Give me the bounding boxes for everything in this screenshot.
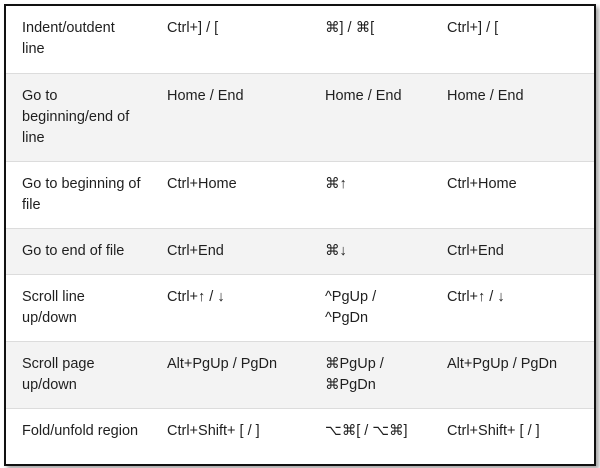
linux-shortcut-cell: Ctrl+Shift+ [ / ]	[447, 422, 540, 439]
linux-shortcut-cell: Ctrl+Home	[432, 161, 594, 228]
action-cell: Go to beginning of file	[6, 161, 151, 228]
table-row	[6, 341, 594, 408]
mac-shortcut-cell: ^PgUp / ^PgDn	[310, 274, 432, 341]
mac-shortcut-cell: ⌥⌘[ / ⌥⌘]	[325, 422, 408, 439]
windows-shortcut-cell: Ctrl+] / [	[151, 6, 310, 73]
windows-shortcut-cell: Home / End	[151, 73, 310, 161]
linux-shortcut-cell: Ctrl+↑ / ↓	[432, 274, 594, 341]
table-row	[6, 73, 594, 161]
windows-shortcut-cell: Ctrl+End	[151, 228, 310, 274]
shortcut-table-frame	[4, 4, 596, 466]
table-row	[6, 228, 594, 274]
windows-shortcut-cell: Ctrl+Home	[151, 161, 310, 228]
linux-shortcut-cell: Home / End	[432, 73, 594, 161]
windows-shortcut-cell: Alt+PgUp / PgDn	[151, 341, 310, 408]
mac-shortcut-cell: ⌘↑	[310, 161, 432, 228]
windows-shortcut-cell: Ctrl+Shift+ [ / ]	[167, 422, 260, 439]
windows-shortcut-cell: Ctrl+↑ / ↓	[151, 274, 310, 341]
mac-shortcut-cell: Home / End	[310, 73, 432, 161]
mac-shortcut-cell: ⌘↓	[310, 228, 432, 274]
action-cell: Fold/unfold region	[22, 422, 139, 439]
linux-shortcut-cell: Ctrl+] / [	[432, 6, 594, 73]
linux-shortcut-cell: Alt+PgUp / PgDn	[432, 341, 594, 408]
action-cell: Go to end of file	[6, 228, 151, 274]
mac-shortcut-cell: ⌘] / ⌘[	[310, 6, 432, 73]
table-row	[6, 274, 594, 341]
action-cell: Scroll page up/down	[6, 341, 151, 408]
mac-shortcut-cell: ⌘PgUp /⌘PgDn	[310, 341, 432, 408]
table-row	[6, 408, 594, 460]
action-cell: Indent/outdent line	[6, 6, 151, 73]
linux-shortcut-cell: Ctrl+End	[432, 228, 594, 274]
action-cell: Go to beginning/end of line	[6, 73, 151, 161]
action-cell: Scroll line up/down	[6, 274, 151, 341]
table-row	[6, 6, 594, 73]
table-row	[6, 161, 594, 228]
shortcut-table	[6, 6, 594, 460]
